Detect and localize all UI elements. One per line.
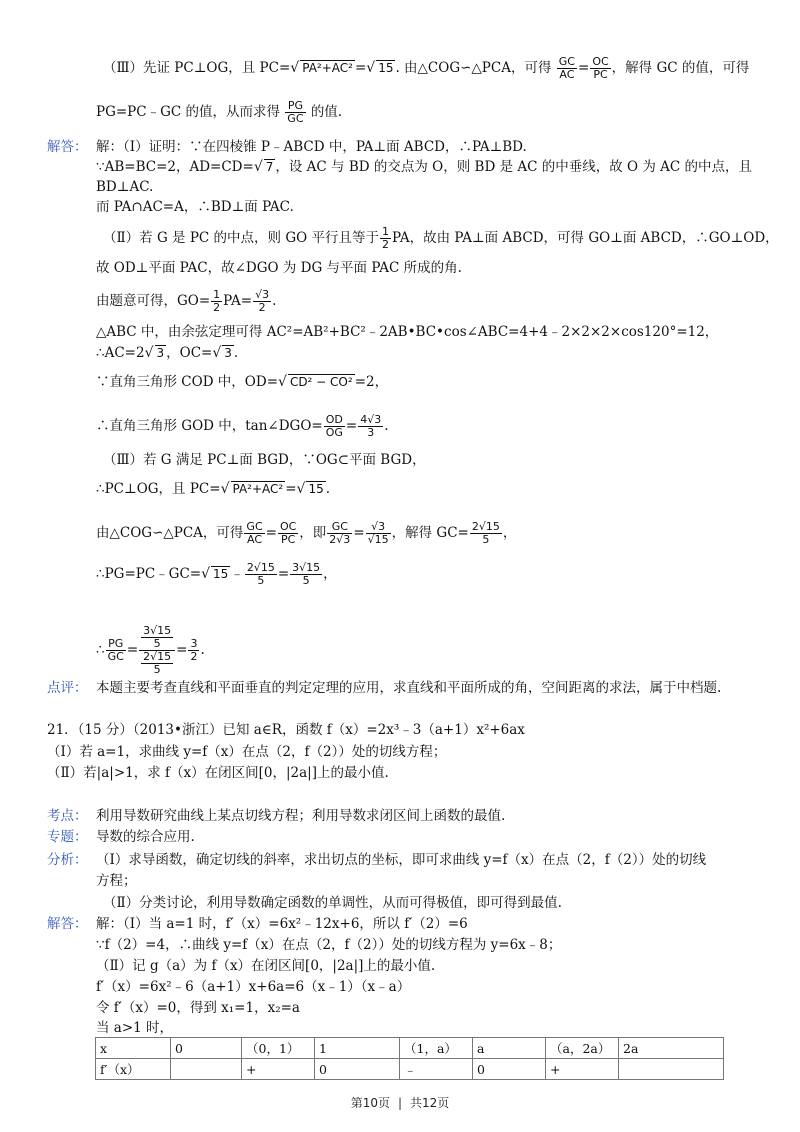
table-cell: （a，2a） <box>546 1038 619 1059</box>
sol20-line6: 故 OD⊥平面 PAC，故∠DGO 为 DG 与平面 PAC 所成的角. <box>96 260 462 276</box>
analysis-iii-line1: （Ⅲ）先证 PC⊥OG，且 PC=√ PA²+AC² =√ 15 . 由△COG∽△PCA，可得 $\frac{GC}{AC}$ = $\frac{OC}{PC}$ ，解得 GC 的值，可得 <box>103 55 750 81</box>
table-cell: （1，a） <box>400 1038 473 1059</box>
table-cell: + <box>242 1059 315 1080</box>
answer2-label: 解答： <box>47 916 88 932</box>
footer-separator: | <box>397 1096 403 1110</box>
sol20-line14: 由△COG∽△PCA，可得 $\frac{GC}{AC}$ = $\frac{OC}{PC}$ ，即 $\frac{GC}{2√3}$ = $\frac{√3}{√15}$ ，解得 GC= $\frac{2√15}{5}$ ， <box>96 520 517 546</box>
page-total: 共12页 <box>410 1096 450 1110</box>
q21-part2: （Ⅱ）若|a|>1，求 f（x）在闭区间[0，|2a|]上的最小值. <box>47 765 389 781</box>
fraction: $\frac{GC}{2√3}$ <box>329 520 351 546</box>
sol21-line5: 令 f′（x）=0，得到 x₁=1，x₂=a <box>96 1000 300 1016</box>
analysis-iii-line2: PG=PC﹣GC 的值，从而求得 $\frac{PG}{GC}$ 的值. <box>96 99 343 125</box>
fenxi-line1b: 方程； <box>96 873 137 889</box>
sol20-line1: 解：（Ⅰ）证明：∵在四棱锥 P﹣ABCD 中，PA⊥面 ABCD，∴PA⊥BD. <box>96 139 527 155</box>
sol20-line16: ∴ $\frac{PG}{GC}$ = $\frac{\frac{3√15}{5}}{\frac{2√15}{5}}$ = $\frac{3}{2}$ . <box>96 624 205 676</box>
table-cell: 1 <box>315 1038 400 1059</box>
fraction: $\frac{4√3}{3}$ <box>360 413 382 439</box>
sol21-line4: f′（x）=6x²﹣6（a+1）x+6a=6（x﹣1）（x﹣a） <box>96 979 411 995</box>
sol20-line10: ∵直角三角形 COD 中，OD=√ CD² − CO² =2， <box>96 374 389 390</box>
sign-table <box>95 1037 724 1080</box>
fraction: $\frac{OC}{PC}$ <box>279 520 297 546</box>
sol20-line4: 而 PA∩AC=A，∴BD⊥面 PAC. <box>96 199 294 215</box>
table-cell: a <box>473 1038 546 1059</box>
fraction: $\frac{3}{2}$ <box>190 637 198 663</box>
fraction: $\frac{√3}{2}$ <box>255 288 270 314</box>
table-cell: 0 <box>315 1059 400 1080</box>
fraction: $\frac{3√15}{5}$ <box>292 561 321 587</box>
kaodian-text: 利用导数研究曲线上某点切线方程；利用导数求闭区间上函数的最值. <box>96 808 506 824</box>
table-cell: 2a <box>619 1038 724 1059</box>
fraction: $\frac{OD}{OG}$ <box>325 413 343 439</box>
zhuanti-label: 专题： <box>47 829 88 845</box>
q21-title: 21．（15 分）（2013•浙江）已知 a∈R，函数 f（x）=2x³﹣3（a+1）x²+6ax <box>47 722 525 738</box>
fraction: $\frac{2√15}{5}$ <box>246 561 275 587</box>
comment-label: 点评： <box>47 680 88 696</box>
sol20-line5: （Ⅱ）若 G 是 PC 的中点，则 GO 平行且等于 $\frac{1}{2}$ PA，故由 PA⊥面 ABCD，可得 GO⊥面 ABCD，∴GO⊥OD， <box>103 225 779 251</box>
fraction: $\frac{OC}{PC}$ <box>592 55 609 81</box>
page-footer <box>0 1094 800 1111</box>
answer-label: 解答： <box>47 139 88 155</box>
comment20-text: 本题主要考查直线和平面垂直的判定定理的应用，求直线和平面所成的角，空间距离的求法，属于中档题. <box>96 680 722 696</box>
table-cell: x <box>96 1038 171 1059</box>
sol20-line3: BD⊥AC. <box>96 179 154 195</box>
sol21-line6: 当 a>1 时， <box>96 1020 174 1036</box>
page-number: 第10页 <box>350 1096 390 1110</box>
fraction: $\frac{1}{2}$ <box>213 288 221 314</box>
fraction: $\frac{1}{2}$ <box>381 225 389 251</box>
fenxi-line2: （Ⅱ）分类讨论，利用导数确定函数的单调性，从而可得极值，即可得到最值. <box>103 895 562 911</box>
table-row <box>96 1059 724 1080</box>
sol21-line2: ∵f（2）=4，∴曲线 y=f（x）在点（2，f（2））处的切线方程为 y=6x﹣8； <box>96 937 562 953</box>
sol21-line3: （Ⅱ）记 g（a）为 f（x）在闭区间[0，|2a|]上的最小值. <box>96 958 436 974</box>
sol20-line15: ∴PG=PC﹣GC=√ 15 ﹣ $\frac{2√15}{5}$ = $\frac{3√15}{5}$ ， <box>96 561 337 587</box>
table-cell: ﹣ <box>400 1059 473 1080</box>
sol20-line11: ∴直角三角形 GOD 中，tan∠DGO= $\frac{OD}{OG}$ = $\frac{4√3}{3}$ . <box>96 413 389 439</box>
table-cell: （0，1） <box>242 1038 315 1059</box>
table-cell: 0 <box>473 1059 546 1080</box>
kaodian-label: 考点： <box>47 808 88 824</box>
zhuanti-text: 导数的综合应用. <box>96 829 195 845</box>
sol20-line2: ∵AB=BC=2，AD=CD=√ 7 ，设 AC 与 BD 的交点为 O，则 BD 是 AC 的中垂线，故 O 为 AC 的中点，且 <box>96 159 753 175</box>
fraction: $\frac{PG}{GC}$ <box>287 99 304 125</box>
sol21-line1: 解：（Ⅰ）当 a=1 时，f′（x）=6x²﹣12x+6，所以 f′（2）=6 <box>96 916 468 932</box>
compound-fraction: $\frac{\frac{3√15}{5}}{\frac{2√15}{5}}$ <box>139 625 175 676</box>
table-cell: f′（x） <box>96 1059 171 1080</box>
table-cell <box>619 1059 724 1080</box>
table-cell: + <box>546 1059 619 1080</box>
fraction: $\frac{2√15}{5}$ <box>471 520 500 546</box>
fenxi-line1: （Ⅰ）求导函数，确定切线的斜率，求出切点的坐标，即可求曲线 y=f（x）在点（2，f（2））处的切线 <box>96 852 707 868</box>
table-cell: 0 <box>171 1038 242 1059</box>
sol20-line8: △ABC 中，由余弦定理可得 AC²=AB²+BC²﹣2AB•BC•cos∠ABC=4+4﹣2×2×2×cos120°=12， <box>96 324 719 340</box>
sol20-line12: （Ⅲ）若 G 满足 PC⊥面 BGD，∵OG⊂平面 BGD， <box>103 452 426 468</box>
q21-part1: （Ⅰ）若 a=1，求曲线 y=f（x）在点（2，f（2））处的切线方程； <box>47 744 447 760</box>
sol20-line13: ∴PC⊥OG，且 PC=√ PA²+AC² =√ 15 . <box>96 481 331 497</box>
sol20-line7: 由题意可得，GO= $\frac{1}{2}$ PA= $\frac{√3}{2}$ . <box>96 288 277 314</box>
fenxi-label: 分析： <box>47 852 88 868</box>
fraction: $\frac{GC}{AC}$ <box>558 55 575 81</box>
sol20-line9: ∴AC=2√ 3 ，OC=√ 3 . <box>96 345 239 361</box>
fraction: $\frac{√3}{√15}$ <box>367 520 389 546</box>
fraction: $\frac{GC}{AC}$ <box>246 520 263 546</box>
table-row <box>96 1038 724 1059</box>
fraction: $\frac{PG}{GC}$ <box>107 637 124 663</box>
table-cell <box>171 1059 242 1080</box>
